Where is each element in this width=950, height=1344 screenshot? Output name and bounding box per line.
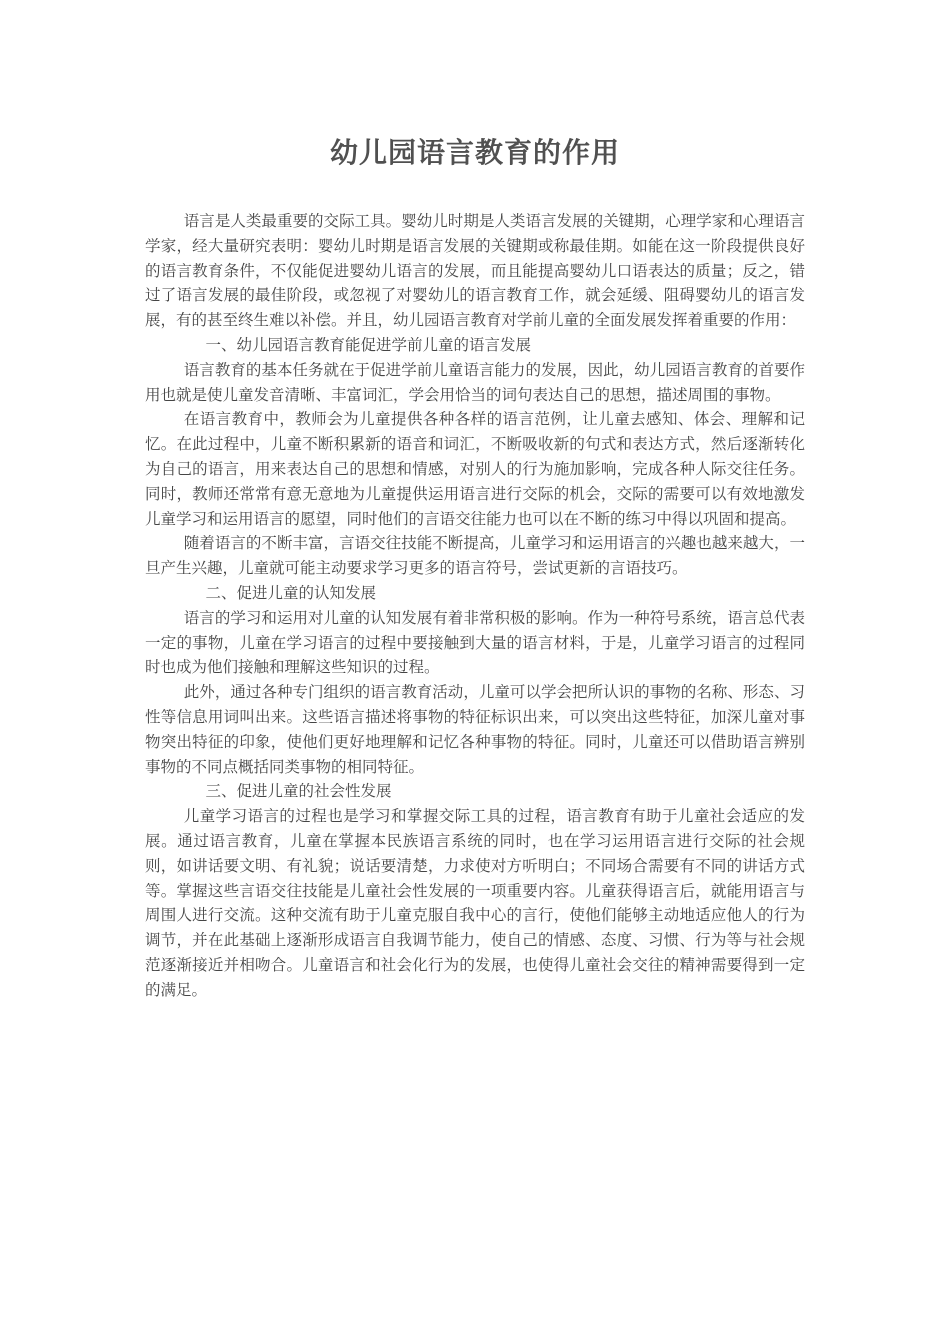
body-paragraph: 语言的学习和运用对儿童的认知发展有着非常积极的影响。作为一种符号系统，语言总代表一定的事物，儿童在学习语言的过程中要接触到大量的语言材料，于是，儿童学习语言的过程同时也成为他们接触和理解这些知识的过程。 [145, 608, 805, 677]
document-body [145, 209, 805, 1003]
body-paragraph: 语言教育的基本任务就在于促进学前儿童语言能力的发展，因此，幼儿园语言教育的首要作用也就是使儿童发音清晰、丰富词汇，学会用恰当的词句表达自己的思想，描述周围的事物。 [145, 360, 805, 404]
document-title: 幼儿园语言教育的作用 [329, 136, 620, 169]
body-paragraph: 在语言教育中，教师会为儿童提供各种各样的语言范例，让儿童去感知、体会、理解和记忆。在此过程中，儿童不断积累新的语音和词汇，不断吸收新的句式和表达方式，然后逐渐转化为自己的语言，用来表达自己的思想和情感，对别人的行为施加影响，完成各种人际交往任务。同时，教师还常常有意无意地为儿童提供运用语言进行交际的机会，交际的需要可以有效地激发儿童学习和运用语言的愿望，同时他们的言语交往能力也可以在不断的练习中得以巩固和提高。 [145, 410, 805, 528]
section-heading-3: 三、促进儿童的社会性发展 [205, 782, 392, 801]
section-heading-1: 一、幼儿园语言教育能促进学前儿童的语言发展 [205, 335, 531, 354]
body-paragraph: 儿童学习语言的过程也是学习和掌握交际工具的过程，语言教育有助于儿童社会适应的发展。通过语言教育，儿童在掌握本民族语言系统的同时，也在学习运用语言进行交际的社会规则，如讲话要文明、有礼貌；说话要清楚，力求使对方听明白；不同场合需要有不同的讲话方式等。掌握这些言语交往技能是儿童社会性发展的一项重要内容。儿童获得语言后，就能用语言与周围人进行交流。这种交流有助于儿童克服自我中心的言行，使他们能够主动地适应他人的行为调节，并在此基础上逐渐形成语言自我调节能力，使自己的情感、态度、习惯、行为等与社会规范逐渐接近并相吻合。儿童语言和社会化行为的发展，也使得儿童社会交往的精神需要得到一定的满足。 [145, 807, 805, 999]
intro-paragraph: 语言是人类最重要的交际工具。婴幼儿时期是人类语言发展的关键期，心理学家和心理语言学家，经大量研究表明：婴幼儿时期是语言发展的关键期或称最佳期。如能在这一阶段提供良好的语言教育条件，不仅能促进婴幼儿语言的发展，而且能提高婴幼儿口语表达的质量；反之，错过了语言发展的最佳阶段，或忽视了对婴幼儿的语言教育工作，就会延缓、阻碍婴幼儿的语言发展，有的甚至终生难以补偿。并且，幼儿园语言教育对学前儿童的全面发展发挥着重要的作用： [145, 212, 805, 330]
section-heading-2: 二、促进儿童的认知发展 [205, 583, 376, 602]
body-paragraph: 此外，通过各种专门组织的语言教育活动，儿童可以学会把所认识的事物的名称、形态、习性等信息用词叫出来。这些语言描述将事物的特征标识出来，可以突出这些特征，加深儿童对事物突出特征的印象，使他们更好地理解和记忆各种事物的特征。同时，儿童还可以借助语言辨别事物的不同点概括同类事物的相同特征。 [145, 683, 805, 776]
body-paragraph: 随着语言的不断丰富，言语交往技能不断提高，儿童学习和运用语言的兴趣也越来越大，一旦产生兴趣，儿童就可能主动要求学习更多的语言符号，尝试更新的言语技巧。 [145, 534, 805, 578]
